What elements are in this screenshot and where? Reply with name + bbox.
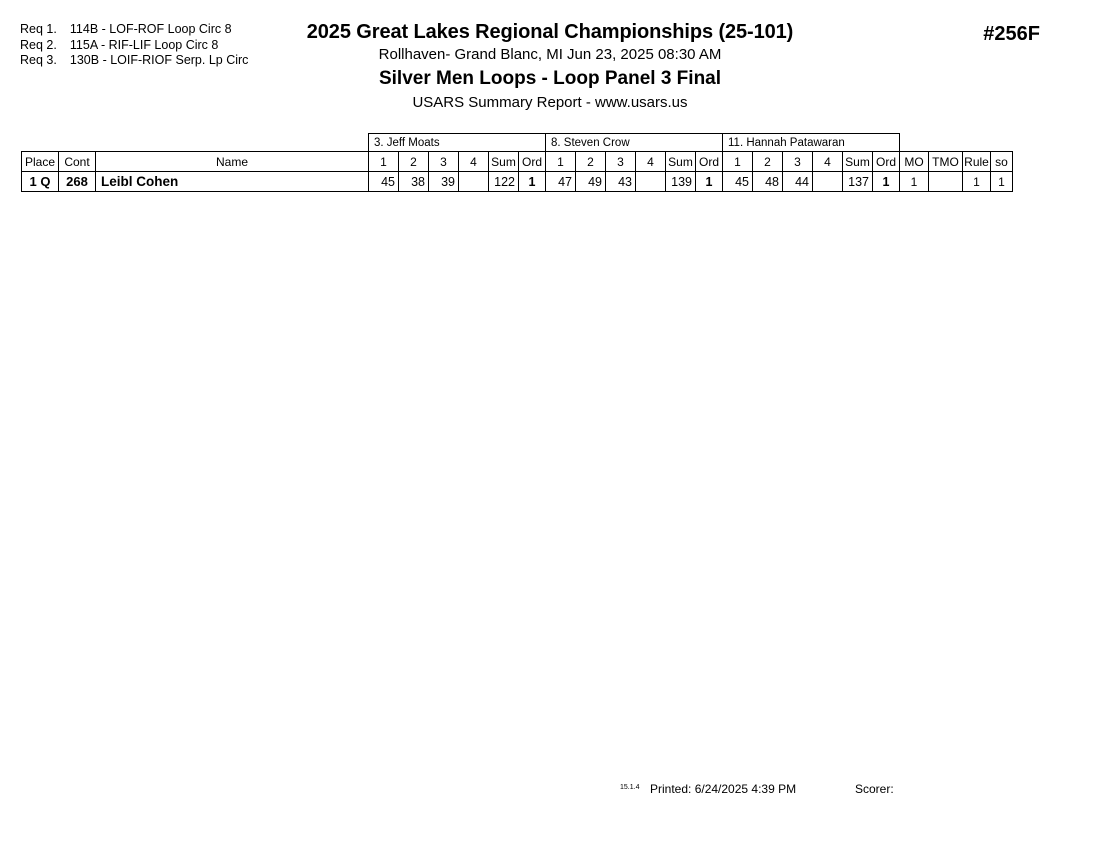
requirement-number: 3. <box>46 53 57 67</box>
requirement-text: 115A - RIF-LIF Loop Circ 8 <box>69 37 219 52</box>
header-j2-score-3: 3 <box>606 152 636 172</box>
cell-j1-score-2: 38 <box>399 172 429 192</box>
software-version: 15.1.4 <box>620 784 640 791</box>
cell-so: 1 <box>991 172 1013 192</box>
judge-row-spacer-right <box>900 134 1013 152</box>
table-row <box>22 172 1013 192</box>
requirement-label: Req <box>20 53 43 67</box>
cell-j3-score-2: 48 <box>753 172 783 192</box>
header-j2-score-1: 1 <box>546 152 576 172</box>
venue-and-datetime: Rollhaven- Grand Blanc, MI Jun 23, 2025 08:30 AM <box>378 46 722 63</box>
requirement-number: 1. <box>46 22 57 36</box>
results-table-container <box>21 133 1013 192</box>
cell-j2-score-4 <box>636 172 666 192</box>
cell-j1-sum: 122 <box>489 172 519 192</box>
column-header-row <box>22 152 1013 172</box>
cell-j2-score-3: 43 <box>606 172 636 192</box>
cell-place: 1 Q <box>22 172 59 192</box>
cell-name: Leibl Cohen <box>96 172 369 192</box>
cell-j2-score-1: 47 <box>546 172 576 192</box>
cell-j1-score-1: 45 <box>369 172 399 192</box>
cell-j3-ord: 1 <box>873 172 900 192</box>
header-j1-score-4: 4 <box>459 152 489 172</box>
header-j3-score-4: 4 <box>813 152 843 172</box>
header-j2-score-4: 4 <box>636 152 666 172</box>
header-so: so <box>991 152 1013 172</box>
event-title: Silver Men Loops - Loop Panel 3 Final <box>378 68 722 89</box>
judge-header-row <box>22 134 1013 152</box>
header-j1-score-1: 1 <box>369 152 399 172</box>
header-mo: MO <box>900 152 929 172</box>
requirement-label: Req <box>20 22 43 36</box>
header-cont: Cont <box>59 152 96 172</box>
judge-name-1: 3. Jeff Moats <box>369 134 546 152</box>
requirement-text: 114B - LOF-ROF Loop Circ 8 <box>69 22 232 36</box>
judge-name-3: 11. Hannah Patawaran <box>723 134 900 152</box>
cell-j3-score-4 <box>813 172 843 192</box>
cell-j3-sum: 137 <box>843 172 873 192</box>
header-place: Place <box>22 152 59 172</box>
header-name: Name <box>96 152 369 172</box>
cell-j2-ord: 1 <box>696 172 723 192</box>
cell-mo: 1 <box>900 172 929 192</box>
requirement-number: 2. <box>46 37 57 52</box>
cell-j3-score-1: 45 <box>723 172 753 192</box>
sheet-number: #256F <box>983 23 1040 45</box>
header-tmo: TMO <box>929 152 963 172</box>
report-header <box>0 20 1100 113</box>
header-j2-sum: Sum <box>666 152 696 172</box>
header-rule: Rule <box>963 152 991 172</box>
header-j1-ord: Ord <box>519 152 546 172</box>
header-j1-sum: Sum <box>489 152 519 172</box>
header-j3-score-1: 1 <box>723 152 753 172</box>
header-j3-score-3: 3 <box>783 152 813 172</box>
judge-name-2: 8. Steven Crow <box>546 134 723 152</box>
header-j2-score-2: 2 <box>576 152 606 172</box>
printed-timestamp: Printed: 6/24/2025 4:39 PM <box>650 782 797 796</box>
header-j2-ord: Ord <box>696 152 723 172</box>
cell-tmo <box>929 172 963 192</box>
header-j3-score-2: 2 <box>753 152 783 172</box>
results-table <box>21 133 1013 192</box>
cell-rule: 1 <box>963 172 991 192</box>
scorer-label: Scorer: <box>855 782 894 796</box>
cell-j2-score-2: 49 <box>576 172 606 192</box>
header-j1-score-2: 2 <box>399 152 429 172</box>
cell-j1-score-3: 39 <box>429 172 459 192</box>
cell-j1-score-4 <box>459 172 489 192</box>
cell-cont: 268 <box>59 172 96 192</box>
header-j3-ord: Ord <box>873 152 900 172</box>
report-subtitle: USARS Summary Report - www.usars.us <box>412 94 688 111</box>
cell-j2-sum: 139 <box>666 172 696 192</box>
requirement-text: 130B - LOIF-RIOF Serp. Lp Circ <box>69 53 249 67</box>
competition-title: 2025 Great Lakes Regional Championships (25-101) <box>306 21 794 43</box>
header-j3-sum: Sum <box>843 152 873 172</box>
header-j1-score-3: 3 <box>429 152 459 172</box>
judge-row-spacer <box>22 134 369 152</box>
requirement-label: Req <box>20 37 43 52</box>
cell-j1-ord: 1 <box>519 172 546 192</box>
cell-j3-score-3: 44 <box>783 172 813 192</box>
